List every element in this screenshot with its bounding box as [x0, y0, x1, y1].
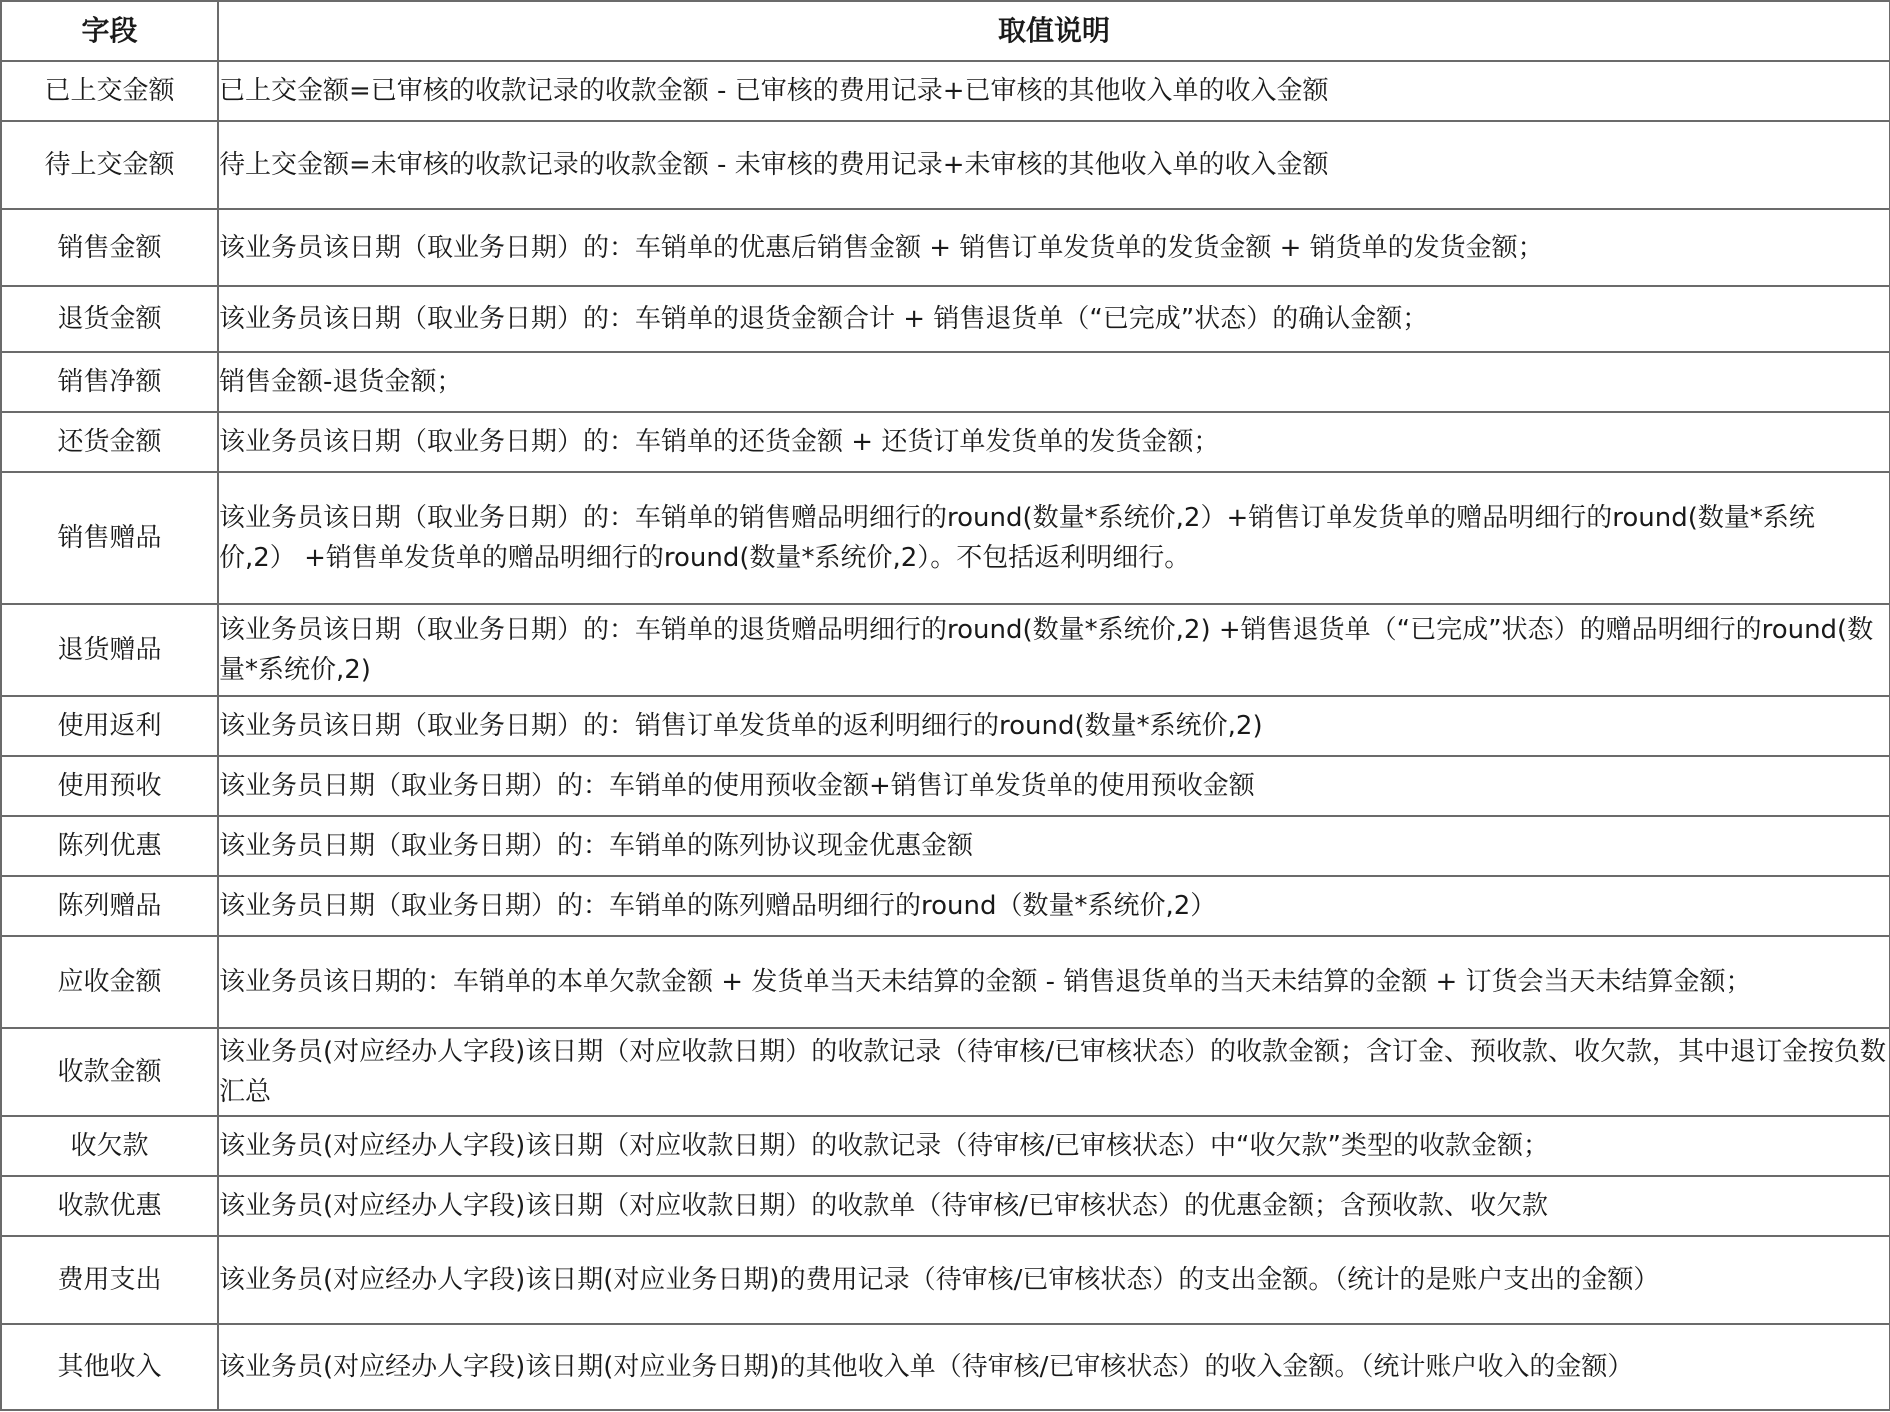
table-row [1, 472, 1890, 604]
field-cell: 退货金额 [1, 286, 218, 352]
field-cell: 陈列优惠 [1, 816, 218, 876]
field-cell: 待上交金额 [1, 121, 218, 209]
table-row [1, 876, 1890, 936]
table-row [1, 696, 1890, 756]
description-cell: 该业务员该日期（取业务日期）的：车销单的退货金额合计 + 销售退货单（“已完成”状态）的确认金额； [218, 286, 1890, 352]
description-cell: 该业务员日期（取业务日期）的：车销单的使用预收金额+销售订单发货单的使用预收金额 [218, 756, 1890, 816]
field-cell: 销售金额 [1, 209, 218, 286]
field-cell: 收欠款 [1, 1116, 218, 1176]
field-cell: 费用支出 [1, 1236, 218, 1324]
description-cell: 该业务员(对应经办人字段)该日期(对应业务日期)的其他收入单（待审核/已审核状态）的收入金额。（统计账户收入的金额） [218, 1324, 1890, 1410]
table-row [1, 1116, 1890, 1176]
description-cell: 待上交金额=未审核的收款记录的收款金额 - 未审核的费用记录+未审核的其他收入单的收入金额 [218, 121, 1890, 209]
field-cell: 退货赠品 [1, 604, 218, 696]
table-row [1, 756, 1890, 816]
table-row [1, 61, 1890, 121]
description-cell: 该业务员该日期的：车销单的本单欠款金额 + 发货单当天未结算的金额 - 销售退货单的当天未结算的金额 + 订货会当天未结算金额； [218, 936, 1890, 1028]
table-row [1, 816, 1890, 876]
description-cell: 该业务员(对应经办人字段)该日期（对应收款日期）的收款记录（待审核/已审核状态）中“收欠款”类型的收款金额； [218, 1116, 1890, 1176]
field-cell: 使用返利 [1, 696, 218, 756]
description-cell: 该业务员该日期（取业务日期）的：车销单的还货金额 + 还货订单发货单的发货金额； [218, 412, 1890, 472]
header-description: 取值说明 [218, 1, 1890, 61]
table-row [1, 936, 1890, 1028]
field-cell: 销售净额 [1, 352, 218, 412]
header-field: 字段 [1, 1, 218, 61]
table-header-row [1, 1, 1890, 61]
table-row [1, 604, 1890, 696]
description-cell: 该业务员(对应经办人字段)该日期(对应业务日期)的费用记录（待审核/已审核状态）的支出金额。（统计的是账户支出的金额） [218, 1236, 1890, 1324]
table-row [1, 1028, 1890, 1116]
description-cell: 该业务员(对应经办人字段)该日期（对应收款日期）的收款记录（待审核/已审核状态）的收款金额；含订金、预收款、收欠款，其中退订金按负数汇总 [218, 1028, 1890, 1116]
table-row [1, 352, 1890, 412]
field-cell: 收款金额 [1, 1028, 218, 1116]
table-row [1, 286, 1890, 352]
table-row [1, 1236, 1890, 1324]
table-row [1, 209, 1890, 286]
field-cell: 已上交金额 [1, 61, 218, 121]
description-cell: 该业务员(对应经办人字段)该日期（对应收款日期）的收款单（待审核/已审核状态）的优惠金额；含预收款、收欠款 [218, 1176, 1890, 1236]
table-row [1, 121, 1890, 209]
description-cell: 已上交金额=已审核的收款记录的收款金额 - 已审核的费用记录+已审核的其他收入单的收入金额 [218, 61, 1890, 121]
table-row [1, 412, 1890, 472]
description-cell: 该业务员该日期（取业务日期）的：车销单的优惠后销售金额 + 销售订单发货单的发货金额 + 销货单的发货金额； [218, 209, 1890, 286]
field-cell: 销售赠品 [1, 472, 218, 604]
field-cell: 其他收入 [1, 1324, 218, 1410]
table-row [1, 1324, 1890, 1410]
field-cell: 还货金额 [1, 412, 218, 472]
field-cell: 陈列赠品 [1, 876, 218, 936]
field-cell: 收款优惠 [1, 1176, 218, 1236]
field-cell: 使用预收 [1, 756, 218, 816]
description-cell: 该业务员日期（取业务日期）的：车销单的陈列赠品明细行的round（数量*系统价,2） [218, 876, 1890, 936]
description-cell: 该业务员该日期（取业务日期）的：销售订单发货单的返利明细行的round(数量*系统价,2) [218, 696, 1890, 756]
description-cell: 该业务员日期（取业务日期）的：车销单的陈列协议现金优惠金额 [218, 816, 1890, 876]
description-cell: 销售金额-退货金额； [218, 352, 1890, 412]
description-cell: 该业务员该日期（取业务日期）的：车销单的销售赠品明细行的round(数量*系统价,2）+销售订单发货单的赠品明细行的round(数量*系统价,2） +销售单发货单的赠品明细行的round(数量*系统价,2）。不包括返利明细行。 [218, 472, 1890, 604]
field-cell: 应收金额 [1, 936, 218, 1028]
description-cell: 该业务员该日期（取业务日期）的：车销单的退货赠品明细行的round(数量*系统价,2) +销售退货单（“已完成”状态）的赠品明细行的round(数量*系统价,2) [218, 604, 1890, 696]
table-row [1, 1176, 1890, 1236]
